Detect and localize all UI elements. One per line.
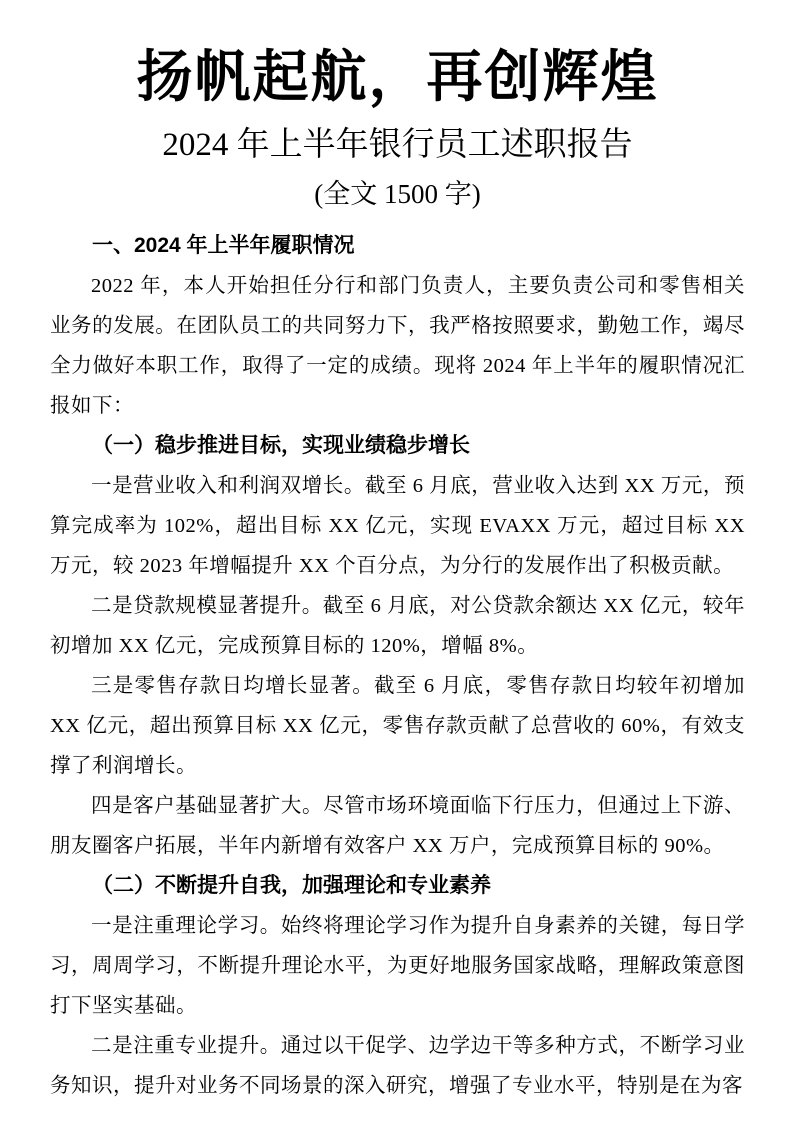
paragraph: 三是零售存款日均增长显著。截至 6 月底，零售存款日均较年初增加 XX 亿元，超出预算目标 XX 亿元，零售存款贡献了总营收的 60%，有效支撑了利润增长。 [50,675,745,777]
paragraph: 2022 年，本人开始担任分行和部门负责人，主要负责公司和零售相关业务的发展。在团队员工的共同努力下，我严格按照要求，勤勉工作，竭尽全力做好本职工作，取得了一定的成绩。现将 2024 年上半年的履职情况汇报如下： [50,275,745,417]
section-heading-1: 一、2024 年上半年履职情况 [92,234,355,257]
paragraph: 四是客户基础显著扩大。尽管市场环境面临下行压力，但通过上下游、朋友圈客户拓展，半年内新增有效客户 XX 万户，完成预算目标的 90%。 [50,795,745,857]
paragraph: 一是营业收入和利润双增长。截至 6 月底，营业收入达到 XX 万元，预算完成率为 102%，超出目标 XX 亿元，实现 EVAXX 万元，超过目标 XX 万元，较 2023 年增幅提升 XX 个百分点，为分行的发展作出了积极贡献。 [50,475,745,577]
word-count-note: (全文 1500 字) [314,179,481,209]
paragraph: 二是注重专业提升。通过以干促学、边学边干等多种方式，不断学习业务知识，提升对业务不同场景的深入研究，增强了专业水平，特别是在为客 [50,1035,745,1097]
section-heading-1-2: （二）不断提升自我，加强理论和专业素养 [92,874,491,897]
paragraph: 二是贷款规模显著提升。截至 6 月底，对公贷款余额达 XX 亿元，较年初增加 XX 亿元，完成预算目标的 120%，增幅 8%。 [50,595,745,657]
paragraph: 一是注重理论学习。始终将理论学习作为提升自身素养的关键，每日学习，周周学习，不断提升理论水平，为更好地服务国家战略，理解政策意图打下坚实基础。 [50,915,745,1017]
document-title: 扬帆起航，再创辉煌 [136,47,659,109]
document-subtitle: 2024 年上半年银行员工述职报告 [162,127,633,163]
section-heading-1-1: （一）稳步推进目标，实现业绩稳步增长 [92,434,470,457]
